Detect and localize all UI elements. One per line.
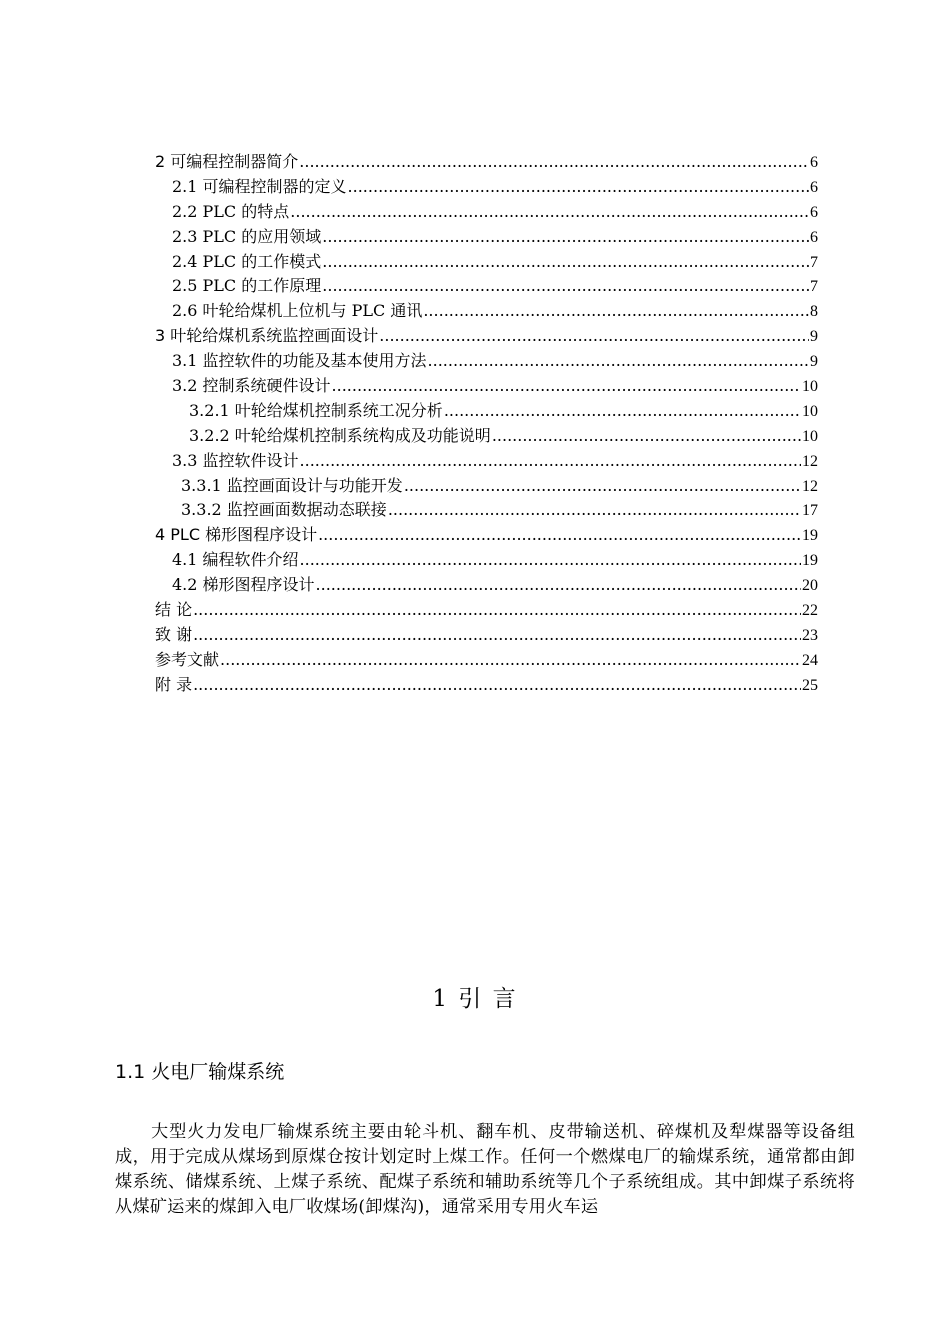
toc-entry-title: 2.3 PLC 的应用领域 [172, 226, 322, 246]
toc-dot-leader [332, 374, 801, 399]
toc-entry-title: 2.2 PLC 的特点 [172, 201, 290, 221]
toc-page-number: 10 [802, 378, 818, 396]
toc-entry-title: 3.3.1 监控画面设计与功能开发 [181, 475, 403, 495]
toc-entry[interactable] [155, 449, 818, 474]
toc-entry-title: 2.5 PLC 的工作原理 [172, 276, 322, 296]
chapter-title: 1 引 言 [432, 986, 518, 1012]
toc-page-number: 8 [810, 303, 818, 321]
toc-dot-leader [193, 598, 801, 623]
toc-dot-leader [290, 200, 809, 225]
toc-dot-leader [423, 299, 809, 324]
toc-dot-leader [316, 573, 801, 598]
toc-dot-leader [299, 150, 809, 175]
toc-page-number: 25 [802, 676, 818, 694]
toc-dot-leader [322, 225, 809, 250]
toc-page-number: 6 [810, 203, 818, 221]
toc-entry-title: 3.2.1 叶轮给煤机控制系统工况分析 [189, 400, 443, 420]
toc-entry[interactable] [155, 673, 818, 698]
toc-entry-title: 3.3.2 监控画面数据动态联接 [181, 500, 387, 520]
toc-dot-leader [220, 648, 801, 673]
toc-page-number: 6 [810, 178, 818, 196]
toc-entry-title: 2.6 叶轮给煤机上位机与 PLC 通讯 [172, 301, 423, 321]
toc-dot-leader [492, 424, 801, 449]
toc-dot-leader [322, 250, 809, 275]
toc-entry-title: 3.2 控制系统硬件设计 [172, 376, 331, 396]
toc-page-number: 23 [802, 626, 818, 644]
toc-entry[interactable] [155, 374, 818, 399]
toc-page-number: 7 [810, 278, 818, 296]
toc-entry[interactable] [155, 598, 818, 623]
toc-dot-leader [348, 175, 809, 200]
toc-page-number: 7 [810, 253, 818, 271]
table-of-contents [155, 150, 818, 698]
toc-page-number: 20 [802, 577, 818, 595]
toc-page-number: 6 [810, 228, 818, 246]
toc-entry-title: 3.2.2 叶轮给煤机控制系统构成及功能说明 [189, 425, 491, 445]
toc-page-number: 9 [810, 328, 818, 346]
toc-dot-leader [193, 623, 801, 648]
toc-entry-title: 4.1 编程软件介绍 [172, 550, 299, 570]
toc-entry[interactable] [155, 523, 818, 548]
toc-page-number: 17 [802, 502, 818, 520]
toc-page-number: 22 [802, 602, 818, 620]
toc-page-number: 24 [802, 651, 818, 669]
toc-dot-leader [404, 474, 801, 499]
toc-dot-leader [322, 274, 809, 299]
toc-entry[interactable] [155, 250, 818, 275]
toc-entry[interactable] [155, 349, 818, 374]
toc-entry-title: 结 论 [155, 600, 193, 620]
toc-entry-title: 3.1 监控软件的功能及基本使用方法 [172, 351, 427, 371]
toc-entry-title: 4 PLC 梯形图程序设计 [155, 525, 318, 545]
toc-entry[interactable] [155, 498, 818, 523]
toc-entry[interactable] [155, 399, 818, 424]
toc-entry-title: 致 谢 [155, 624, 193, 644]
toc-page-number: 19 [802, 552, 818, 570]
toc-entry-title: 3.3 监控软件设计 [172, 450, 299, 470]
toc-entry-title: 参考文献 [155, 649, 220, 669]
toc-page-number: 12 [802, 452, 818, 470]
toc-entry[interactable] [155, 573, 818, 598]
body-paragraph: 大型火力发电厂输煤系统主要由轮斗机、翻车机、皮带输送机、碎煤机及犁煤器等设备组成，用于完成从煤场到原煤仓按计划定时上煤工作。任何一个燃煤电厂的输煤系统，通常都由卸煤系统、储煤系统、上煤子系统、配煤子系统和辅助系统等几个子系统组成。其中卸煤子系统将从煤矿运来的煤卸入电厂收煤场(卸煤沟)，通常采用专用火车运 [115, 1122, 855, 1217]
toc-entry[interactable] [155, 648, 818, 673]
toc-entry[interactable] [155, 175, 818, 200]
toc-entry-title: 附 录 [155, 674, 193, 694]
toc-page-number: 6 [810, 154, 818, 171]
toc-entry[interactable] [155, 225, 818, 250]
toc-dot-leader [193, 673, 801, 698]
toc-entry-title: 4.2 梯形图程序设计 [172, 575, 315, 595]
toc-entry-title: 2.1 可编程控制器的定义 [172, 176, 347, 196]
toc-page-number: 10 [802, 402, 818, 420]
toc-entry[interactable] [155, 623, 818, 648]
toc-entry-title: 2 可编程控制器简介 [155, 152, 299, 171]
toc-entry-title: 2.4 PLC 的工作模式 [172, 251, 322, 271]
toc-entry[interactable] [155, 324, 818, 349]
toc-entry[interactable] [155, 474, 818, 499]
toc-dot-leader [300, 449, 801, 474]
toc-entry[interactable] [155, 424, 818, 449]
toc-page-number: 12 [802, 477, 818, 495]
toc-entry[interactable] [155, 274, 818, 299]
toc-page-number: 10 [802, 427, 818, 445]
toc-dot-leader [318, 523, 801, 548]
toc-entry[interactable] [155, 200, 818, 225]
toc-dot-leader [444, 399, 801, 424]
toc-dot-leader [379, 324, 809, 349]
toc-page-number: 19 [802, 527, 818, 545]
toc-dot-leader [428, 349, 809, 374]
toc-dot-leader [388, 498, 801, 523]
toc-dot-leader [300, 548, 801, 573]
toc-page-number: 9 [810, 353, 818, 371]
toc-entry[interactable] [155, 299, 818, 324]
toc-entry[interactable] [155, 548, 818, 573]
toc-entry-title: 3 叶轮给煤机系统监控画面设计 [155, 326, 379, 346]
section-title: 1.1 火电厂输煤系统 [115, 1061, 285, 1083]
toc-entry[interactable] [155, 150, 818, 175]
